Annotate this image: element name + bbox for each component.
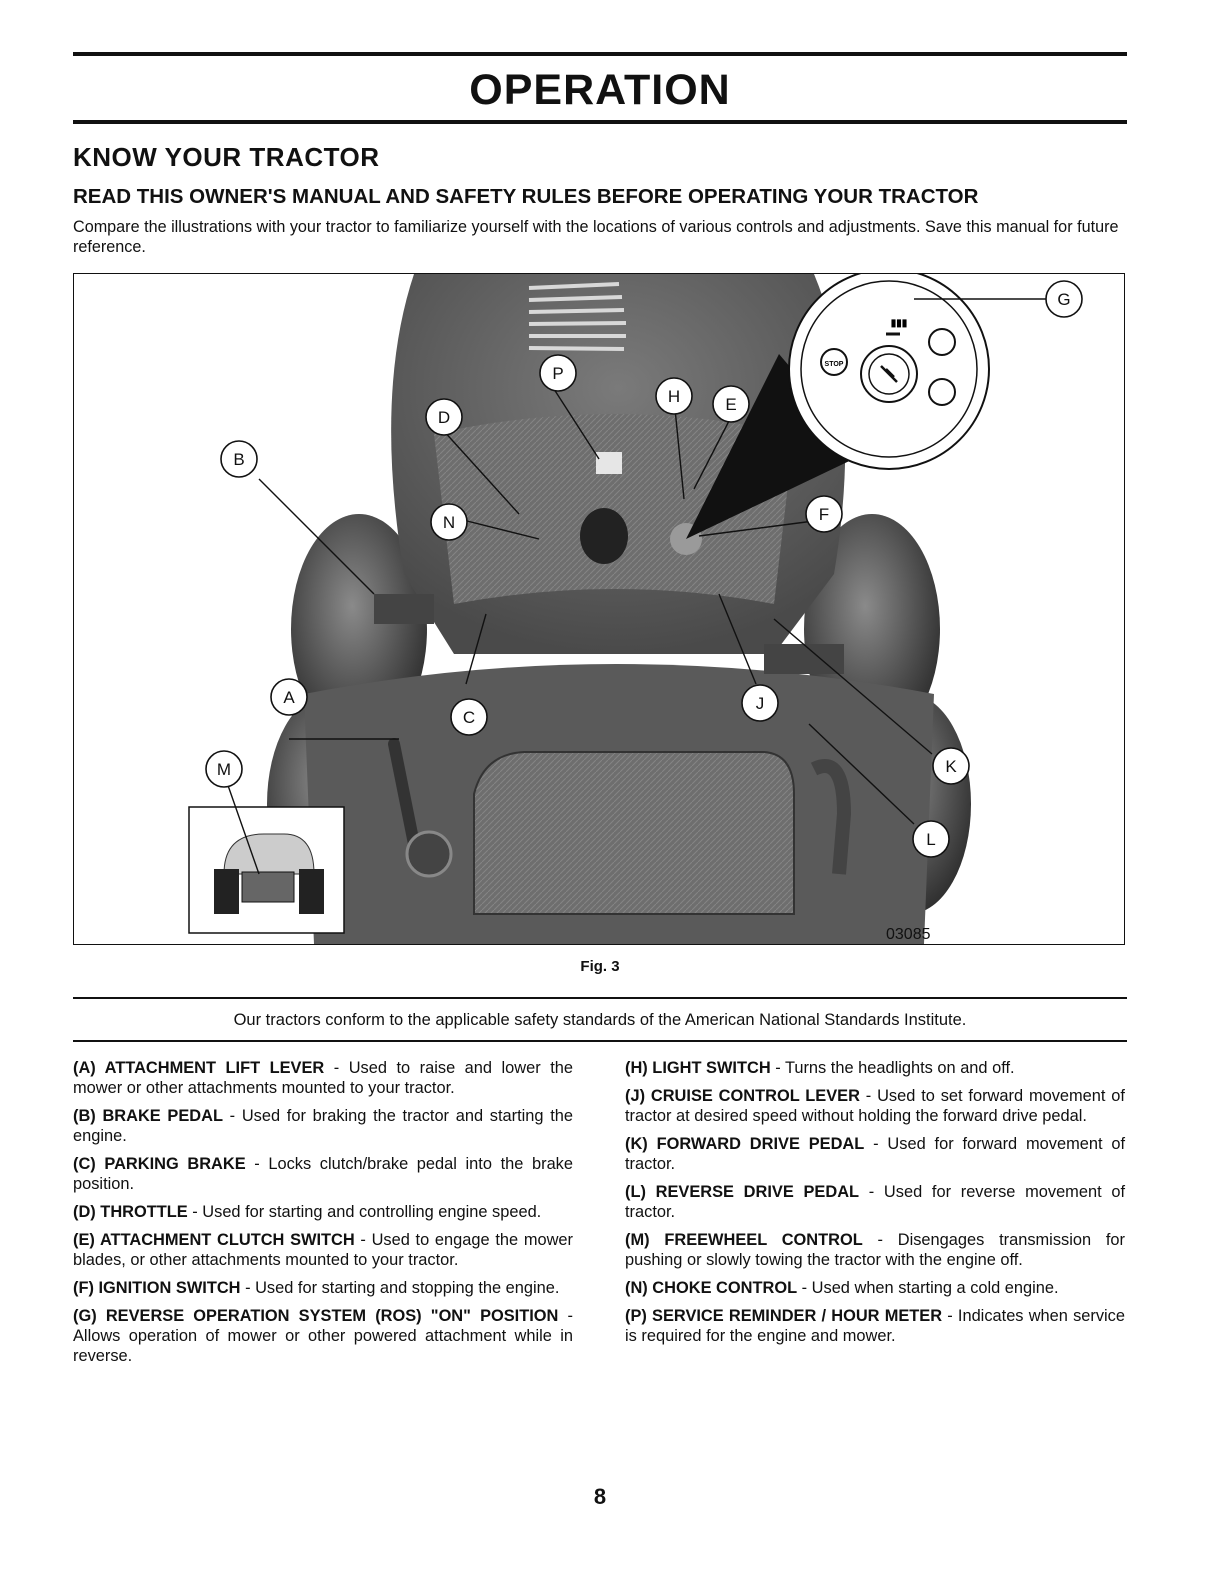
desc-n: (N) CHOKE CONTROL - Used when starting a cold engine. bbox=[625, 1279, 1059, 1297]
svg-text:K: K bbox=[945, 757, 957, 776]
svg-text:M: M bbox=[216, 760, 232, 779]
svg-text:A: A bbox=[283, 688, 295, 707]
inset-left-tire bbox=[214, 869, 239, 914]
svg-text:G: G bbox=[1057, 290, 1071, 309]
title-rule bbox=[73, 120, 1127, 124]
steering-hub bbox=[580, 508, 628, 564]
brake-pedal bbox=[374, 594, 434, 624]
stop-label: STOP bbox=[824, 361, 844, 368]
callout-P bbox=[540, 355, 576, 391]
svg-text:C: C bbox=[462, 708, 476, 727]
svg-text:D: D bbox=[437, 408, 451, 427]
callout-N bbox=[431, 504, 467, 540]
svg-text:F: F bbox=[818, 505, 830, 524]
page-number: 8 bbox=[593, 1484, 607, 1509]
desc-h: (H) LIGHT SWITCH - Turns the headlights on and off. bbox=[625, 1059, 1015, 1077]
forward-pedal bbox=[764, 644, 844, 674]
desc-a: (A) ATTACHMENT LIFT LEVER - Used to raise and lower the mower or other attachments mounted to your tractor. bbox=[73, 1059, 573, 1097]
standards-top-rule bbox=[73, 997, 1127, 999]
part-number: 03085 bbox=[886, 926, 931, 943]
svg-text:P: P bbox=[552, 364, 564, 383]
desc-p: (P) SERVICE REMINDER / HOUR METER - Indicates when service is required for the engine and mower. bbox=[625, 1307, 1125, 1345]
desc-d: (D) THROTTLE - Used for starting and controlling engine speed. bbox=[73, 1203, 542, 1221]
callout-C bbox=[451, 699, 487, 735]
callout-E bbox=[713, 386, 749, 422]
svg-text:N: N bbox=[442, 513, 456, 532]
callout-K bbox=[933, 748, 969, 784]
tractor-illustration bbox=[74, 274, 1124, 944]
top-rule bbox=[73, 52, 1127, 56]
svg-text:J: J bbox=[755, 694, 765, 713]
standards-note: Our tractors conform to the applicable safety standards of the American National Standards Institute. bbox=[233, 1011, 967, 1029]
desc-f: (F) IGNITION SWITCH - Used for starting and stopping the engine. bbox=[73, 1279, 560, 1297]
descriptions-left-column bbox=[73, 1058, 573, 1374]
svg-text:L: L bbox=[926, 830, 936, 849]
svg-text:H: H bbox=[667, 387, 681, 406]
desc-g: (G) REVERSE OPERATION SYSTEM (ROS) "ON" POSITION - Allows operation of mower or other powered attachment while in reverse. bbox=[73, 1307, 573, 1365]
callout-J bbox=[742, 685, 778, 721]
seat-pan bbox=[474, 752, 794, 914]
section-heading: KNOW YOUR TRACTOR bbox=[73, 142, 380, 172]
desc-e: (E) ATTACHMENT CLUTCH SWITCH - Used to engage the mower blades, or other attachments mounted to your tractor. bbox=[73, 1231, 573, 1269]
desc-c: (C) PARKING BRAKE - Locks clutch/brake pedal into the brake position. bbox=[73, 1155, 573, 1193]
callout-B bbox=[221, 441, 257, 477]
fuel-cap bbox=[407, 832, 451, 876]
callout-H bbox=[656, 378, 692, 414]
page-title: OPERATION bbox=[469, 66, 731, 114]
descriptions-right-column bbox=[625, 1058, 1125, 1354]
callout-F bbox=[806, 496, 842, 532]
inset-rod bbox=[242, 872, 294, 902]
desc-b: (B) BRAKE PEDAL - Used for braking the tractor and starting the engine. bbox=[73, 1107, 573, 1145]
callout-D bbox=[426, 399, 462, 435]
ros-label: ▮▮▮ bbox=[890, 318, 908, 329]
intro-paragraph: Compare the illustrations with your tractor to familiarize yourself with the locations of various controls and adjustments. Save this manual for future reference. bbox=[73, 218, 1119, 256]
figure-caption: Fig. 3 bbox=[580, 958, 620, 975]
desc-j: (J) CRUISE CONTROL LEVER - Used to set forward movement of tractor at desired speed without holding the forward drive pedal. bbox=[625, 1087, 1125, 1125]
callout-G bbox=[1046, 281, 1082, 317]
callout-L bbox=[913, 821, 949, 857]
hour-meter bbox=[596, 452, 622, 474]
standards-bottom-rule bbox=[73, 1040, 1127, 1042]
callout-M bbox=[206, 751, 242, 787]
desc-k: (K) FORWARD DRIVE PEDAL - Used for forward movement of tractor. bbox=[625, 1135, 1126, 1173]
desc-m: (M) FREEWHEEL CONTROL - Disengages transmission for pushing or slowly towing the tractor with the engine off. bbox=[625, 1231, 1125, 1269]
callout-A bbox=[271, 679, 307, 715]
desc-l: (L) REVERSE DRIVE PEDAL - Used for reverse movement of tractor. bbox=[625, 1183, 1125, 1221]
inset-right-tire bbox=[299, 869, 324, 914]
subheading: READ THIS OWNER'S MANUAL AND SAFETY RULES BEFORE OPERATING YOUR TRACTOR bbox=[73, 185, 979, 208]
tractor-figure bbox=[73, 273, 1125, 945]
svg-text:B: B bbox=[233, 450, 245, 469]
svg-text:E: E bbox=[725, 395, 737, 414]
